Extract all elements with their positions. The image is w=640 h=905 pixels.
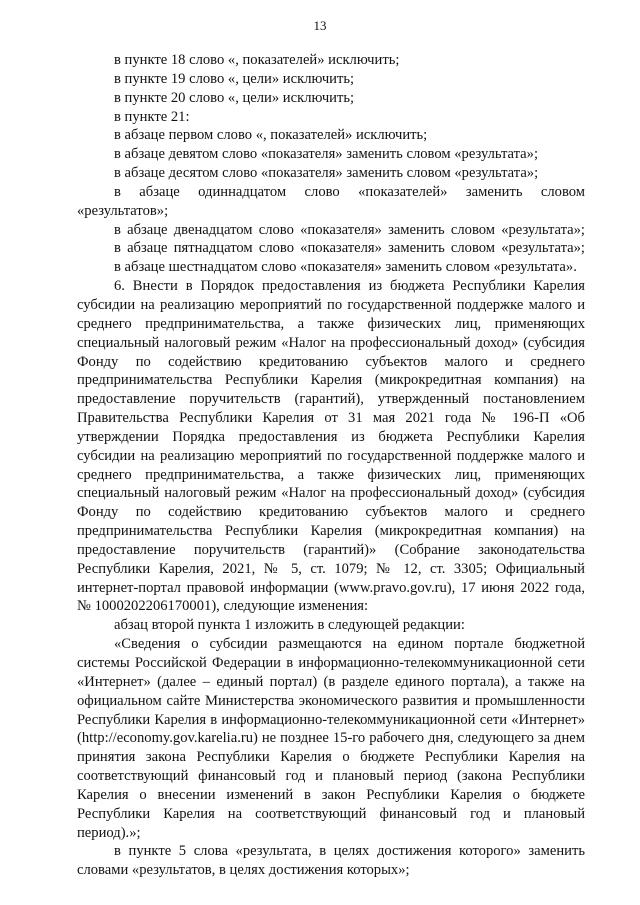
paragraph: в абзаце десятом слово «показателя» заменить словом «результата»; <box>114 165 539 182</box>
paragraph: в пункте 5 слова «результата, в целях достижения которого» заменить словами «результатов, в целях достижения которых»; <box>77 843 585 879</box>
paragraph: в пункте 19 слово «, цели» исключить; <box>114 70 355 87</box>
paragraph: в абзаце двенадцатом слово «показателя» заменить словом «результата»; <box>114 221 585 238</box>
page-number: 13 <box>313 18 327 33</box>
paragraph: в пункте 18 слово «, показателей» исключить; <box>114 52 400 68</box>
paragraph: в абзаце шестнадцатом слово «показателя» заменить словом «результата». <box>114 259 577 276</box>
paragraph: «Сведения о субсидии размещаются на едином портале бюджетной системы Российской Федерации в информационно-телекоммуникационной сети «Интернет» (далее – единый портал) (в разделе единого портала), а также на официальном сайте Министерства экономического развития и промышленности Республики Карелия в информационно-телекоммуникационной сети «Интернет» (http://economy.gov.karelia.ru) не позднее 15-го рабочего дня, следующего за днем принятия закона Республики Карелия о бюджете Республики Карелия на соответствующий финансовый год и плановый период (закона Республики Карелия о внесении изменений в закон Республики Карелия о бюджете Республики Карелия на соответствующий финансовый год и плановый период).»; <box>77 636 585 841</box>
paragraph: 6. Внести в Порядок предоставления из бюджета Республики Карелия субсидии на реализацию мероприятий по государственной поддержке малого и среднего предпринимательства, а также физических лиц, применяющих специальный налоговый режим «Налог на профессиональный доход» (субсидия Фонду по содействию кредитованию субъектов малого и среднего предпринимательства Республики Карелия (микрокредитная компания) на предоставление поручительств (гарантий), утвержденный постановлением Правительства Республики Карелия от 31 мая 2021 года № 196-П «Об утверждении Порядка предоставления из бюджета Республики Карелия субсидии на реализацию мероприятий по государственной поддержке малого и среднего предпринимательства, а также физических лиц, применяющих специальный налоговый режим «Налог на профессиональный доход» (субсидия Фонду по содействию кредитованию субъектов малого и среднего предпринимательства Республики Карелия (микрокредитная компания) на предоставление поручительств (гарантий)» (Собрание законодательства Республики Карелия, 2021, № 5, ст. 1079; № 12, ст. 3305; Официальный интернет-портал правовой информации (www.pravo.gov.ru), 17 июня 2022 года, № 1000202206170001), следующие изменения: <box>77 278 585 615</box>
paragraph: в абзаце одиннадцатом слово «показателей» заменить словом «результатов»; <box>77 183 585 219</box>
paragraph: в абзаце девятом слово «показателя» заменить словом «результата»; <box>114 146 539 163</box>
paragraph: абзац второй пункта 1 изложить в следующей редакции: <box>114 617 465 634</box>
document-body <box>77 51 585 880</box>
paragraph: в пункте 20 слово «, цели» исключить; <box>114 89 355 106</box>
paragraph: в пункте 21: <box>114 108 190 125</box>
paragraph: в абзаце первом слово «, показателей» исключить; <box>114 127 428 144</box>
paragraph: в абзаце пятнадцатом слово «показателя» заменить словом «результата»; <box>114 240 585 257</box>
